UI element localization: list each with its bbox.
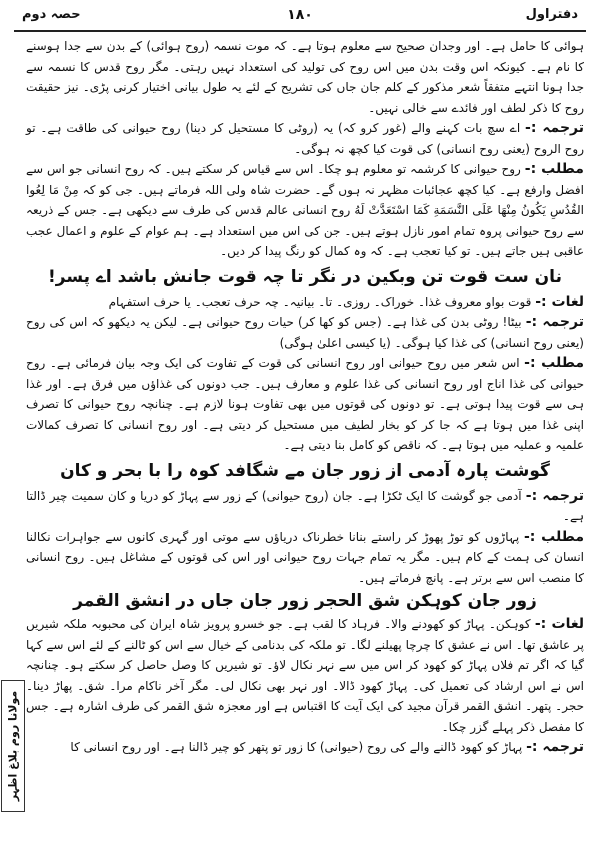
meaning-paragraph bbox=[26, 527, 584, 589]
commentary-paragraph bbox=[26, 36, 584, 118]
translation-paragraph bbox=[26, 312, 584, 353]
persian-verse: نان ست قوت تن وبکین در نگر تا چہ قوت جانش باشد اے پسر! bbox=[48, 266, 562, 287]
paragraph-label: ترجمہ :- bbox=[525, 487, 584, 504]
glossary-paragraph bbox=[26, 614, 584, 737]
translation-paragraph bbox=[26, 486, 584, 527]
translation-paragraph bbox=[26, 118, 584, 159]
paragraph-label: مطلب :- bbox=[523, 528, 584, 545]
paragraph-text: کوہکن۔ پہاڑ کو کھودنے والا۔ فرہاد کا لقب ہے۔ جو خسرو پرویز شاہ ایران کی محبوبہ ملکہ شیریں پر عاشق تھا۔ اس نے عشق کا چرچا پھیلنے لگا۔ تو ملکہ کی بدنامی کے خیال سے اس کو ٹالنے کے لئے اس سے کہا گیا کہ اگر تم فلاں پہاڑ کو کھود کر اس میں سے نہر نکال لاؤ۔ تو شیریں کا وصل حاصل کر سکتے ہو۔ چنانچہ اس نے اس ارشاد کی تعمیل کی۔ پہاڑ کھود ڈالا۔ اور نہر بھی نکال لی۔ مگر آخر ناکام مرا۔ شق۔ پھاڑ دینا۔ حجر۔ پتھر۔ انشق القمر قرآن مجید کی ایک آیت کا اقتباس ہے اور معجزہ شق القمر کی طرف اشارہ ہے۔ جس کا مفصل ذکر پہلے گزر چکا۔ bbox=[26, 617, 584, 734]
margin-stamp-text: مولانا روم بلاغ اظہر bbox=[6, 690, 20, 802]
paragraph-text: بیٹا! روٹی بدن کی غذا ہے۔ (جس کو کھا کر) حیات روح حیوانی ہے۔ لیکن یہ دیکھو کہ اس کی روح (یعنی روح انسانی) کی غذا کیا ہوگی۔ (یا کیسی اعلیٰ ہوگی) bbox=[26, 315, 584, 350]
paragraph-label: لغات :- bbox=[534, 616, 584, 632]
paragraph-label: ترجمہ :- bbox=[526, 739, 584, 755]
translation-paragraph bbox=[26, 737, 584, 758]
persian-verse: زور جان کوہکن شق الحجر زور جان جاں در انشق القمر bbox=[73, 591, 537, 611]
paragraph-text: اے سچ بات کہنے والے (غور کرو کہ) یہ (روٹی کا مستحیل کر دینا) روح حیوانی کی طاقت ہے۔ تو روح الروح (یعنی روح انسانی) کی قوت کیا کچھ نہ ہوگی۔ bbox=[26, 121, 584, 156]
paragraph-text: قوت بواو معروف غذا۔ خوراک۔ روزی۔ تا۔ بیانیہ۔ چہ حرف تعجب۔ یا حرف استفہام bbox=[108, 294, 532, 309]
margin-stamp bbox=[1, 680, 25, 812]
paragraph-label: ترجمہ :- bbox=[525, 120, 584, 136]
page-body bbox=[26, 36, 584, 758]
persian-verse: گوشت پارہ آدمی از زور جان مے شگافد کوہ را با بحر و کان bbox=[60, 460, 550, 481]
paragraph-text: اس شعر میں روح حیوانی اور روح انسانی کی قوت کے تفاوت کی ایک وجہ بیان فرمائی ہے۔ روح حیوانی کی غذا اناج اور روح انسانی کی غذا علوم و معارف ہیں۔ جب دونوں کی غذاؤں میں فرق ہے۔ اور غذا ہی سے قوت پیدا ہوتی ہے۔ تو دونوں کی قوتوں میں بھی تفاوت ہونا لازم ہے۔ چنانچہ روح حیوانی کا تصرف اپنی غذا میں ہوتا ہے کہ جا کر کو بخار لطیف میں مستحیل کر دیتی ہے۔ اور روح انسانی کا تصرف کمالات علمیہ و عملیہ میں ہوتا ہے۔ کہ ناقص کو کامل بنا دیتی ہے۔ bbox=[26, 356, 584, 452]
paragraph-label: مطلب :- bbox=[524, 161, 584, 177]
page-number: ۱۸۰ bbox=[287, 7, 313, 23]
book-part-label: دفتراول bbox=[525, 7, 578, 22]
header-rule bbox=[14, 30, 586, 32]
paragraph-text: روح حیوانی کا کرشمہ تو معلوم ہو چکا۔ اس سے قیاس کر سکتے ہیں۔ کہ روح انسانی جو اس سے افضل وارفع ہے۔ کیا کچھ عجائبات مظہر نہ ہوں گے۔ حضرت شاہ ولی اللہ فرماتے ہیں۔ جی کو کہ مِنْ مَا لِعُوا القُدُسِ یَکُونُ مِنْهَا عَلَی النَّسَمَةِ کَمَا اسْتَعَدَّتْ لَهُ روح انسانی عالم قدس کی طرف سے دیکھی ہے۔ جس کے ذریعہ سے روح حیوانی پروہ تمام امور نازل ہوتے ہیں۔ جن کی اس میں استعداد ہے۔ ہم عوام کے علوم و اعمال عجب عاقبی ہیں جاتے ہیں۔ تو کیا تعجب ہے۔ کہ وہ کمال کو رنگ پیدا کر دیں۔ bbox=[26, 162, 584, 258]
paragraph-label: ترجمہ :- bbox=[525, 314, 584, 330]
meaning-paragraph bbox=[26, 159, 584, 262]
glossary-paragraph bbox=[26, 292, 584, 313]
paragraph-label: لغات :- bbox=[535, 293, 584, 310]
paragraph-label: مطلب :- bbox=[524, 355, 584, 371]
paragraph-text: ہوائی کا حامل ہے۔ اور وجدان صحیح سے معلوم ہوتا ہے۔ کہ موت نسمہ (روح ہوائی) کے بدن سے جدا ہوسنے کا نام ہے۔ کیونکہ اس وقت بدن میں اس روح کی تولید کی استعداد نہیں رہتی۔ مگر روح قدس کا نسمہ سے جدا ہونا انتہے متفقاً شعر مذکور کے کلم جان جاں کی تشریح کے لئے یہ طول بیانی اختیار کرنی پڑی۔ نیز حقیقت روح کا ذکر لطف اور فائدے سے خالی نہیں۔ bbox=[26, 39, 584, 115]
meaning-paragraph bbox=[26, 353, 584, 456]
page-header bbox=[14, 4, 586, 30]
paragraph-text: پہاڑ کو کھود ڈالنے والے کی روح (حیوانی) کا زور تو پتھر کو چیر ڈالنا ہے۔ اور روح انسانی کا bbox=[70, 740, 523, 754]
paragraph-text: پہاڑوں کو توڑ پھوڑ کر راستے بنانا خطرناک دریاؤں سے موتی اور گہری کانوں سے جواہرات نکالنا انسان کی ہمت کے کام ہیں۔ مگر یہ تمام جہات روح حیوانی اور اس کی قوتوں کے مشاغل ہیں۔ روح انسانی کا منصب اس سے برتر ہے۔ پانچ فرماتے ہیں۔ bbox=[26, 529, 584, 585]
paragraph-text: آدمی جو گوشت کا ایک ٹکڑا ہے۔ جان (روح حیوانی) کے زور سے پہاڑ کو دریا و کان سمیت چیر ڈالتا ہے۔ bbox=[26, 488, 584, 523]
section-label: حصہ دوم bbox=[22, 7, 81, 22]
